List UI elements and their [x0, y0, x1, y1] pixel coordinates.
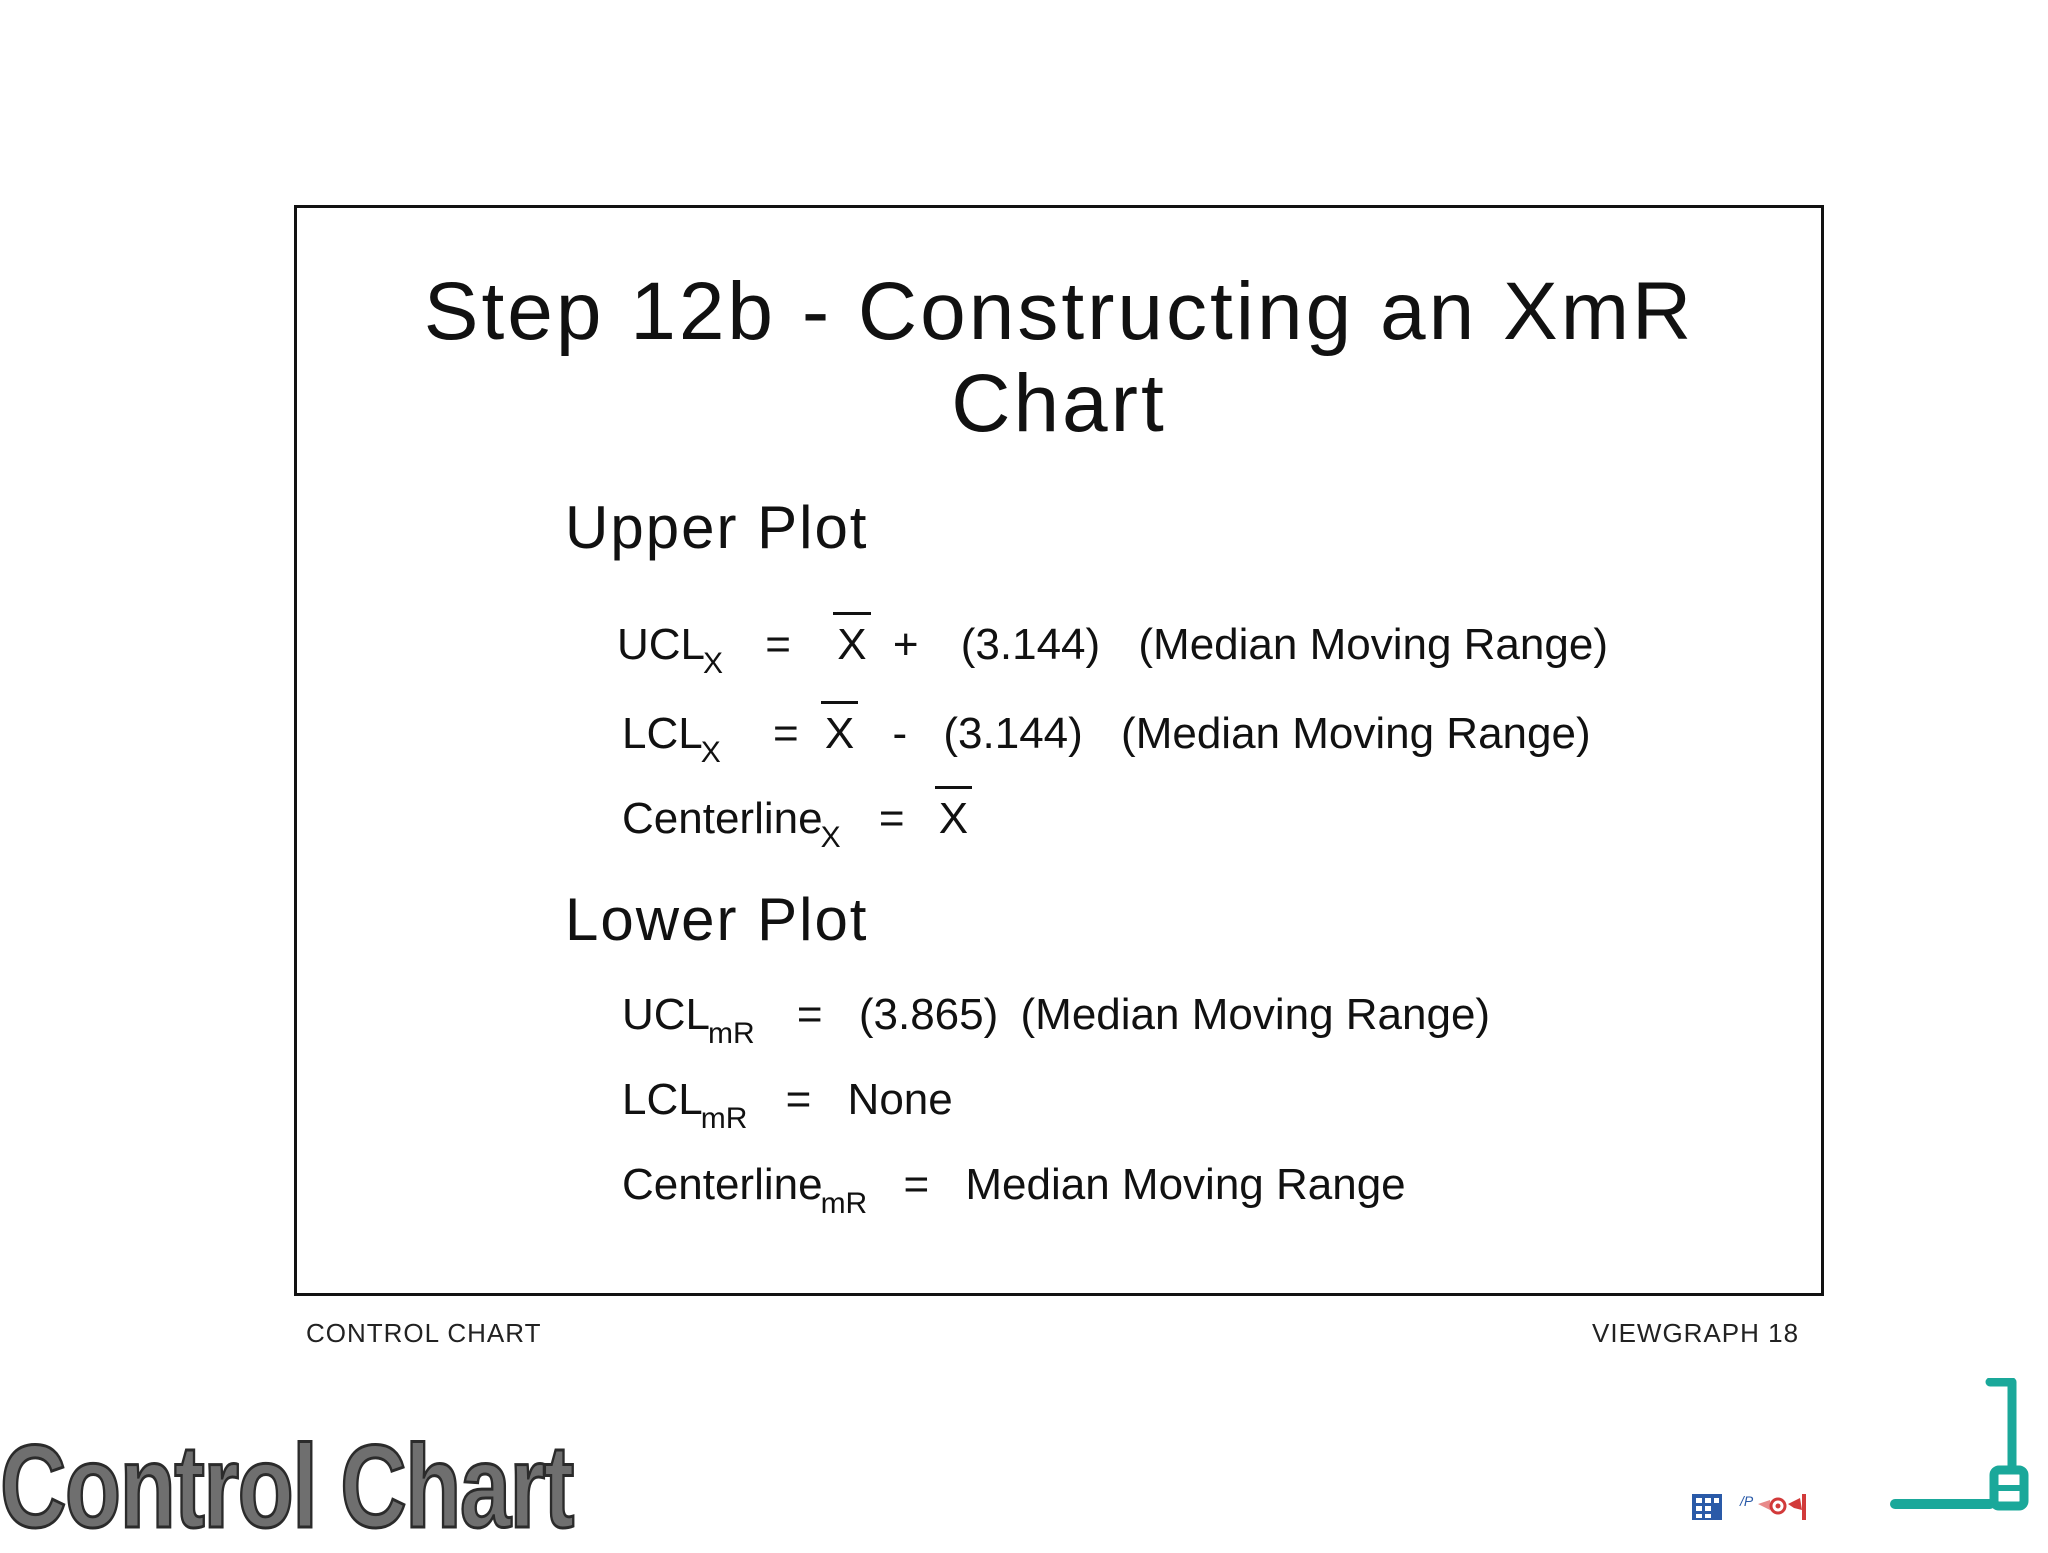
upper-lcl-factor: (3.144): [943, 709, 1083, 758]
footer-right-label: VIEWGRAPH 18: [1592, 1318, 1800, 1348]
lower-ucl-formula: [622, 990, 1491, 1050]
lower-ucl-eq: =: [796, 990, 823, 1039]
upper-ucl-op: +: [892, 620, 919, 669]
upper-centerline-sub: X: [820, 821, 841, 854]
lower-lcl-label: LCL: [622, 1075, 703, 1124]
lower-plot-heading: Lower Plot: [565, 886, 869, 953]
slide-frame: [294, 205, 1824, 1296]
lower-lcl-value: None: [847, 1075, 953, 1124]
upper-ucl-label: UCL: [617, 620, 706, 669]
upper-lcl-xbar: X: [824, 709, 855, 758]
lower-lcl-formula: [622, 1075, 953, 1135]
slide-title: [297, 266, 1821, 450]
upper-ucl-sub: X: [703, 647, 724, 680]
lower-ucl-label: UCL: [622, 990, 711, 1039]
lower-ucl-term: (Median Moving Range): [1020, 990, 1491, 1039]
lower-centerline-formula: [622, 1160, 1406, 1220]
slide-title-line1: Step 12b - Constructing an XmR: [423, 266, 1695, 357]
upper-lcl-op: -: [892, 709, 908, 758]
lower-ucl-sub: mR: [708, 1017, 755, 1050]
lower-centerline-sub: mR: [820, 1187, 868, 1220]
upper-lcl-label: LCL: [622, 709, 703, 758]
upper-lcl-formula: [622, 707, 1591, 769]
lower-ucl-factor: (3.865): [858, 990, 999, 1039]
upper-centerline-formula: [622, 792, 969, 854]
slide-title-line2: Chart: [951, 358, 1167, 449]
upper-lcl-sub: X: [700, 736, 721, 769]
lower-centerline-eq: =: [903, 1160, 930, 1209]
logo-strip: [1690, 1490, 1830, 1531]
upper-centerline-eq: =: [878, 794, 905, 843]
upper-ucl-xbar: X: [837, 620, 867, 669]
footer-left-label: CONTROL CHART: [306, 1318, 542, 1348]
upper-lcl-term: (Median Moving Range): [1121, 709, 1591, 758]
upper-lcl-eq: =: [772, 709, 799, 758]
svg-text:/P: /P: [1740, 1493, 1754, 1509]
flag-logo-icon: [1739, 1493, 1806, 1520]
upper-plot-heading: Upper Plot: [565, 494, 869, 561]
lower-centerline-value: Median Moving Range: [965, 1160, 1406, 1209]
upper-centerline-label: Centerline: [622, 794, 823, 843]
upper-ucl-term: (Median Moving Range): [1138, 620, 1608, 669]
lower-centerline-label: Centerline: [622, 1160, 823, 1209]
grid-logo-icon: [1692, 1494, 1722, 1520]
lower-lcl-sub: mR: [700, 1102, 748, 1135]
brand-title: Control Chart: [0, 1421, 573, 1553]
upper-ucl-eq: =: [765, 620, 791, 669]
upper-ucl-factor: (3.144): [960, 620, 1101, 669]
upper-ucl-formula: [617, 618, 1608, 680]
teal-hook-icon: [1890, 1378, 2030, 1523]
upper-centerline-xbar: X: [938, 794, 969, 843]
lower-lcl-eq: =: [785, 1075, 812, 1124]
